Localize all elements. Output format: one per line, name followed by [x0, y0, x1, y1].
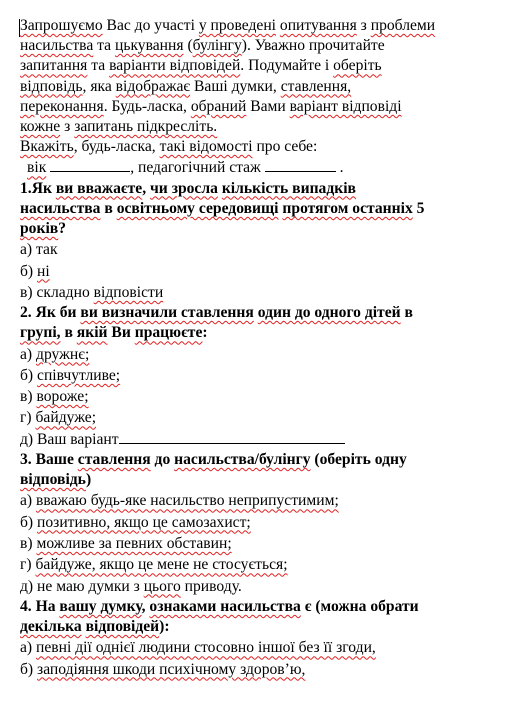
experience-blank[interactable]: [281, 157, 336, 172]
own-variant-blank[interactable]: [119, 429, 345, 444]
answer-option[interactable]: а) так: [20, 241, 58, 259]
answer-option[interactable]: б) ні: [20, 262, 50, 280]
question-4: 4. На вашу думку, ознаками насильства є (можна обрати декілька відповідей):: [20, 597, 419, 636]
answer-option[interactable]: в) складно відповісти: [20, 283, 164, 301]
answer-option[interactable]: б) співчутливе;: [20, 366, 121, 384]
answer-option[interactable]: д) не маю думки з цього приводу.: [20, 577, 242, 595]
intro-line: кожне з запитань підкресліть.: [20, 118, 218, 136]
intro-line: насильства та цькування (булінгу). Уважно прочитайте: [20, 37, 385, 55]
intro-line: відповідь, яка відображає Ваші думки, ставлення,: [20, 77, 352, 95]
intro-line: Вкажіть, будь-ласка, такі відомості про себе:: [20, 138, 318, 156]
answer-option[interactable]: в) вороже;: [20, 388, 89, 406]
intro-paragraph[interactable]: [20, 16, 503, 179]
answer-option[interactable]: б) заподіяння шкоди психічному здоров’ю,: [20, 660, 306, 678]
intro-line: запитання та варіанти відповідей. Подумайте і оберіть: [20, 57, 382, 75]
answer-option[interactable]: г) байдуже, якщо це мене не стосується;: [20, 556, 288, 574]
answer-option[interactable]: д) Ваш варіант: [20, 429, 503, 450]
answer-option[interactable]: а) вважаю будь-яке насильство неприпустимим;: [20, 492, 339, 510]
answer-option[interactable]: г) байдуже;: [20, 409, 97, 427]
intro-line: Запрошуємо Вас до участі у проведені опитування з проблеми: [20, 17, 436, 34]
question-2: 2. Як би ви визначили ставлення один до одного дітей в групі, в якій Ви працюєте:: [20, 304, 413, 342]
question-3: 3. Ваше ставлення до насильства/булінгу (оберіть одну відповідь): [20, 451, 407, 489]
intro-line-fields: вік , педагогічний стаж .: [27, 159, 344, 177]
answer-option[interactable]: в) можливе за певних обставин;: [20, 535, 232, 553]
answer-option[interactable]: б) позитивно, якщо це самозахист;: [20, 513, 251, 531]
text-cursor: [19, 19, 20, 37]
answer-option[interactable]: а) дружнє;: [20, 345, 90, 363]
answer-option[interactable]: а) певні дії однієї людини стосовно іншої без її згоди,: [20, 639, 376, 657]
intro-line: переконання. Будь-ласка, обраний Вами варіант відповіді: [20, 97, 402, 115]
experience-blank-left[interactable]: [265, 157, 281, 172]
age-blank[interactable]: [50, 157, 130, 172]
question-1: 1.Як ви вважаєте, чи зросла кількість випадків насильства в освітньому середовищі протягом останніх 5 років?: [20, 179, 425, 238]
